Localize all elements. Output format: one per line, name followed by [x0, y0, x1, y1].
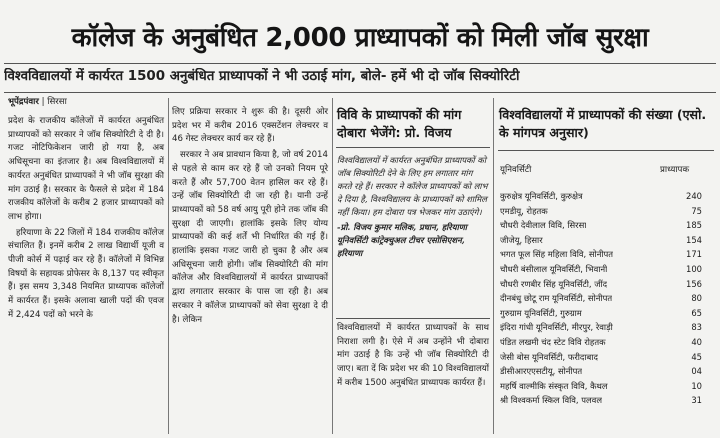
professor-count: 40	[691, 336, 702, 347]
paragraph: विश्वविद्यालयों में कार्यरत प्राध्यापकों के साथ निराशा लगी है। ऐसे में अब उन्होंने भी दोबारा मांग उठाई है कि उन्हें भी जॉब सिक्योरिटी दी जाए। बता दें कि प्रदेश भर की 10 विश्वविद्यालयों में करीब 1500 अनुबंधित प्राध्यापक कार्यरत हैं।	[337, 323, 489, 388]
university-name: कुरुक्षेत्र यूनिवर्सिटी, कुरुक्षेत्र	[500, 191, 583, 201]
column-divider	[168, 98, 169, 434]
professor-count: 04	[691, 366, 702, 377]
professor-count: 156	[686, 278, 702, 289]
table-row	[500, 233, 702, 248]
table-row	[500, 306, 702, 321]
professor-count: 185	[686, 220, 702, 231]
university-name: दीनबंधु छोटू राम यूनिवर्सिटी, सोनीपत	[500, 293, 613, 304]
table-row	[500, 364, 702, 379]
column-divider	[493, 98, 494, 434]
box-divider	[336, 318, 490, 319]
professor-count: 75	[691, 205, 702, 216]
university-name: इंदिरा गांधी यूनिवर्सिटी, मीरपुर, रेवाड़ी	[500, 322, 613, 333]
column-divider	[332, 98, 333, 434]
table-row	[500, 335, 702, 350]
university-name: भगत फूल सिंह महिला विवि, सोनीपत	[500, 249, 614, 260]
professor-count: 154	[686, 234, 702, 245]
byline: भूपेंद्रपंवार | सिरसा	[8, 97, 67, 107]
paragraph: हरियाणा के 22 जिलों में 184 राजकीय कॉलेज संचालित हैं। इनमें करीब 2 लाख विद्यार्थी यूजी व पीजी कोर्स में पढ़ाई कर रहे हैं। कॉलेजों में विभिन्न विषयों के सहायक प्रोफेसर के 8,137 पद स्वीकृत हैं। इस समय 3,348 नियमित प्राध्यापक कॉलेजों में कार्यरत हैं। इसके अलावा खाली पदों की एवज में 2,424 पदों को भरने के	[8, 227, 164, 320]
university-name: एमडीयू, रोहतक	[500, 205, 548, 216]
table-col-professors: प्राध्यापक	[660, 165, 690, 175]
box-heading-rule	[336, 147, 490, 148]
university-name: पंडित लखमी चंद स्टेट विवि रोहतक	[500, 336, 606, 347]
university-name: चौधरी रणबीर सिंह यूनिवर्सिटी, जींद	[500, 278, 608, 289]
professor-count: 10	[691, 380, 702, 391]
article-column-1	[8, 96, 164, 323]
table-row	[500, 189, 702, 204]
rule-under-subhead	[4, 92, 716, 93]
university-name: श्री विश्वकर्मा स्किल विवि, पलवल	[500, 395, 603, 406]
table-row	[500, 218, 702, 233]
byline-reporter: भूपेंद्रपंवार	[8, 97, 39, 107]
article-column-3	[337, 322, 489, 391]
university-name: जेसी बोस यूनिवर्सिटी, फरीदाबाद	[500, 351, 598, 362]
table-row	[500, 277, 702, 292]
rule-top	[4, 63, 716, 64]
table-heading: विश्वविद्यालयों में प्राध्यापकों की संख्या (एसो. के मांगपत्र अनुसार)	[499, 107, 707, 140]
byline-place: सिरसा	[47, 97, 67, 107]
table-row	[500, 204, 702, 219]
professor-count: 83	[691, 322, 702, 333]
table-col-university: यूनिवर्सिटी	[500, 165, 532, 175]
subheadline: विश्वविद्यालयों में कार्यरत 1500 अनुबंधित प्राध्यापकों ने भी उठाई मांग, बोले- हमें भी दो जॉब सिक्योरिटी	[4, 69, 520, 84]
table-row	[500, 393, 702, 408]
professor-count: 80	[691, 293, 702, 304]
university-name: चौधरी बंसीलाल यूनिवर्सिटी, भिवानी	[500, 263, 608, 274]
university-name: गुरुग्राम यूनिवर्सिटी, गुरुग्राम	[500, 307, 582, 318]
article-column-2	[172, 106, 328, 327]
quote-text: विश्वविद्यालयों में कार्यरत अनुबंधित प्राध्यापकों को जॉब सिक्योरिटी देने के लिए हम लगातार मांग करते रहे हैं। सरकार ने कॉलेज प्राध्यापकों को लाभ दे दिया है, विश्वविद्यालय के प्राध्यापकों को शामिल नहीं किया। हम दोबारा पत्र भेजकर मांग उठाएंगे।	[337, 155, 488, 217]
table-row	[500, 247, 702, 262]
quote-source: -प्रो. विजय कुमार मलिक, प्रधान, हरियाणा यूनिवर्सिटी कांट्रेक्चुअल टीचर एसोसिएशन, हरियाणा	[337, 222, 467, 258]
professor-count: 100	[686, 263, 702, 274]
table-heading-rule	[498, 150, 714, 151]
professor-count: 45	[691, 351, 702, 362]
professor-count: 31	[691, 395, 702, 406]
paragraph: सरकार ने अब प्रावधान किया है, जो वर्ष 2014 से पहले से काम कर रहे हैं जो उनको नियम पूरे करते हैं और 57,700 वेतन हासिल कर रहे हैं। उन्हें जॉब सिक्योरिटी दी जा रही है। यानी उन्हें प्राध्यापकों को 58 वर्ष आयु पूरी होने तक जॉब की सुरक्षा दी जाएगी। हालांकि इसके लिए योग्य प्राध्यापकों की कई शर्तें भी निर्धारित की गई हैं। हालांकि इसका गजट जारी हो चुका है और अब अधिसूचना जारी होगी। जॉब सिक्योरिटी की मांग कॉलेज और विश्वविद्यालयों में कार्यरत प्राध्यापकों द्वारा लगातार सरकार के पास जा रही है। अब सरकार ने कॉलेज प्राध्यापकों को सेवा सुरक्षा दे दी है। लेकिन	[172, 150, 328, 325]
paragraph: प्रदेश के राजकीय कॉलेजों में कार्यरत अनुबंधित प्राध्यापकों को सरकार ने जॉब सिक्योरिटी दे दी है। गजट नोटिफिकेशन जारी हो गया है, अब अधिसूचना का इंतजार है। अब विश्वविद्यालयों में कार्यरत अनुबंधित प्राध्यापकों ने भी जॉब सुरक्षा की मांग उठाई है। सरकार के फैसले से प्रदेश में 184 राजकीय कॉलेजों के करीब 2 हजार प्राध्यापकों को लाभ होगा।	[8, 116, 164, 222]
university-name: डीसीआरएएसटीयू, सोनीपत	[500, 366, 583, 377]
professor-count: 65	[691, 307, 702, 318]
university-name: चौधरी देवीलाल विवि, सिरसा	[500, 220, 587, 231]
professor-count: 240	[686, 191, 702, 201]
university-name: जीजेयू, हिसार	[500, 234, 543, 245]
professor-count: 171	[686, 249, 702, 260]
table-row	[500, 262, 702, 277]
university-table	[500, 189, 702, 408]
university-name: महर्षि वाल्मीकि संस्कृत विवि, कैथल	[500, 380, 608, 391]
professor-quote	[337, 154, 489, 260]
table-row	[500, 350, 702, 365]
table-row	[500, 379, 702, 394]
box-heading-professor-statement: विवि के प्राध्यापकों की मांग दोबारा भेजेंगे: प्रो. विजय	[337, 107, 462, 140]
paragraph: लिए प्रक्रिया सरकार ने शुरू की है। दूसरी ओर प्रदेश भर में करीब 2016 एक्सटेंशन लेक्चरर व 46 गेस्ट लेक्चरर कार्य कर रहे हैं।	[172, 107, 328, 145]
headline: कॉलेज के अनुबंधित 2,000 प्राध्यापकों को मिली जॉब सुरक्षा	[71, 23, 649, 53]
table-row	[500, 291, 702, 306]
table-row	[500, 320, 702, 335]
